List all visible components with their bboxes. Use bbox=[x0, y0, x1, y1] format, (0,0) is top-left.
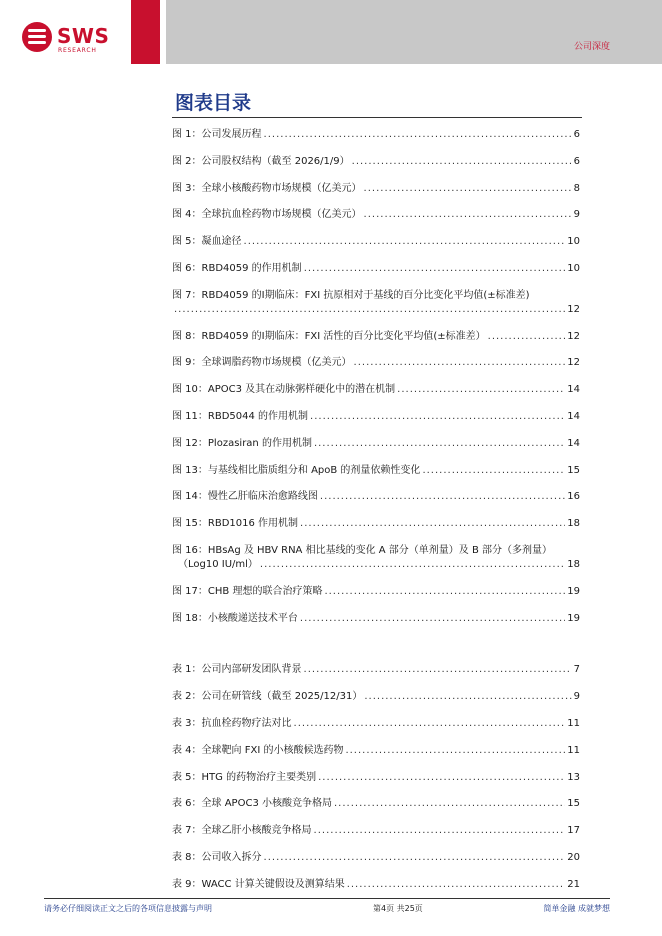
leader-dots bbox=[354, 356, 566, 370]
table-entry-page: 11 bbox=[567, 744, 580, 756]
figure-entry-page: 12 bbox=[567, 303, 580, 315]
footer-disclaimer[interactable]: 请务必仔细阅读正文之后的各项信息披露与声明 bbox=[44, 904, 212, 913]
figure-entry[interactable] bbox=[172, 262, 580, 276]
table-entry-label: 表 8：公司收入拆分 bbox=[172, 851, 262, 863]
figure-entry-label: 图 10：APOC3 及其在动脉粥样硬化中的潜在机制 bbox=[172, 384, 396, 396]
header-red-bar bbox=[131, 0, 160, 64]
table-list bbox=[172, 663, 580, 891]
table-entry[interactable] bbox=[172, 797, 580, 811]
table-entry-page: 13 bbox=[567, 771, 580, 783]
figure-entry-label: 图 11：RBD5044 的作用机制 bbox=[172, 410, 309, 422]
figure-entry-page: 14 bbox=[567, 437, 580, 449]
figure-entry[interactable] bbox=[172, 490, 580, 504]
figure-entry[interactable] bbox=[172, 289, 580, 303]
leader-dots bbox=[304, 262, 566, 276]
leader-dots bbox=[244, 235, 566, 249]
figure-entry-label: 图 12：Plozasiran 的作用机制 bbox=[172, 437, 312, 449]
table-entry-label: 表 2：公司在研管线（截至 2025/12/31） bbox=[172, 691, 363, 703]
figure-entry-page: 8 bbox=[573, 182, 580, 194]
table-entry-label: 表 5：HTG 的药物治疗主要类别 bbox=[172, 771, 317, 783]
figure-entry-page: 14 bbox=[567, 384, 580, 396]
figure-entry-label: 图 2：公司股权结构（截至 2026/1/9） bbox=[172, 155, 350, 167]
figure-entry-page: 9 bbox=[573, 209, 580, 221]
figure-entry-page: 14 bbox=[567, 410, 580, 422]
figure-entry-page: 15 bbox=[567, 464, 580, 476]
sws-logo-icon bbox=[22, 22, 52, 52]
figure-entry[interactable] bbox=[172, 437, 580, 451]
leader-dots bbox=[397, 383, 565, 397]
table-of-figures bbox=[172, 128, 580, 905]
leader-dots bbox=[320, 490, 565, 504]
figure-entry[interactable] bbox=[172, 464, 580, 478]
figure-entry-label: 图 8：RBD4059 的Ⅰ期临床：FXI 活性的百分比变化平均值(±标准差） bbox=[172, 330, 486, 342]
table-entry[interactable] bbox=[172, 878, 580, 892]
table-entry[interactable] bbox=[172, 717, 580, 731]
footer-divider bbox=[44, 898, 610, 899]
figure-entry[interactable] bbox=[172, 182, 580, 196]
figure-entry-label-continued: （Log10 IU/ml） bbox=[178, 558, 258, 570]
table-entry[interactable] bbox=[172, 824, 580, 838]
table-entry-page: 9 bbox=[573, 691, 580, 703]
logo-subtext: RESEARCH bbox=[58, 47, 97, 54]
leader-dots bbox=[304, 663, 572, 677]
figure-entry-page: 18 bbox=[567, 518, 580, 530]
figure-entry-page: 18 bbox=[567, 558, 580, 570]
table-entry-label: 表 9：WACC 计算关键假设及测算结果 bbox=[172, 878, 345, 890]
table-entry[interactable] bbox=[172, 744, 580, 758]
leader-dots bbox=[364, 182, 572, 196]
table-entry[interactable] bbox=[172, 663, 580, 677]
leader-dots bbox=[310, 410, 565, 424]
figure-entry[interactable] bbox=[172, 155, 580, 169]
figure-entry-label: 图 1：公司发展历程 bbox=[172, 129, 262, 140]
leader-dots bbox=[347, 878, 566, 892]
leader-dots bbox=[488, 330, 566, 344]
leader-dots bbox=[334, 797, 565, 811]
figure-entry-label: 图 13：与基线相比脂质组分和 ApoB 的剂量依赖性变化 bbox=[172, 464, 421, 476]
figure-entry-page: 12 bbox=[567, 330, 580, 342]
figure-entry-label: 图 7：RBD4059 的Ⅰ期临床：FXI 抗原相对于基线的百分比变化平均值(±标准差) bbox=[172, 289, 530, 301]
leader-dots bbox=[318, 771, 565, 785]
leader-dots bbox=[364, 208, 572, 222]
leader-dots bbox=[324, 585, 565, 599]
table-entry-page: 7 bbox=[573, 664, 580, 676]
figure-entry-label: 图 9：全球调脂药物市场规模（亿美元） bbox=[172, 357, 352, 369]
report-type: 公司深度 bbox=[573, 42, 610, 52]
figure-entry-label: 图 14：慢性乙肝临床治愈路线图 bbox=[172, 491, 318, 503]
page-title: 图表目录 bbox=[175, 92, 252, 114]
figure-entry-page: 19 bbox=[567, 612, 580, 624]
figure-entry[interactable] bbox=[172, 612, 580, 626]
figure-entry[interactable] bbox=[172, 383, 580, 397]
figure-entry-label: 图 15：RBD1016 作用机制 bbox=[172, 518, 299, 530]
figure-entry-page: 10 bbox=[567, 236, 580, 248]
header-logo-block bbox=[0, 0, 131, 64]
table-entry-page: 15 bbox=[567, 798, 580, 810]
figure-list bbox=[172, 128, 580, 626]
leader-dots bbox=[314, 824, 566, 838]
table-entry-page: 17 bbox=[567, 825, 580, 837]
table-entry-label: 表 1：公司内部研发团队背景 bbox=[172, 664, 302, 676]
figure-entry-label: 图 17：CHB 理想的联合治疗策略 bbox=[172, 585, 323, 597]
table-entry[interactable] bbox=[172, 690, 580, 704]
leader-dots bbox=[260, 558, 565, 572]
figure-entry-page: 6 bbox=[573, 155, 580, 167]
figure-entry-label: 图 4：全球抗血栓药物市场规模（亿美元） bbox=[172, 209, 362, 221]
figure-entry-label: 图 3：全球小核酸药物市场规模（亿美元） bbox=[172, 182, 362, 194]
figure-entry-label: 图 18：小核酸递送技术平台 bbox=[172, 612, 298, 624]
figure-entry-page: 6 bbox=[573, 129, 580, 140]
table-entry-label: 表 3：抗血栓药物疗法对比 bbox=[172, 717, 292, 729]
table-entry-page: 21 bbox=[567, 878, 580, 890]
figure-entry-continued[interactable] bbox=[172, 558, 580, 572]
table-entry[interactable] bbox=[172, 771, 580, 785]
header-gray-bar bbox=[166, 0, 662, 64]
figure-entry-continued[interactable] bbox=[172, 303, 580, 317]
leader-dots bbox=[294, 717, 566, 731]
page-number: 第4页 共25页 bbox=[373, 904, 423, 913]
figure-entry-page: 10 bbox=[567, 262, 580, 274]
leader-dots bbox=[422, 464, 565, 478]
figure-entry[interactable] bbox=[172, 128, 580, 142]
leader-dots bbox=[314, 437, 565, 451]
figure-entry-page: 16 bbox=[567, 491, 580, 503]
figure-entry-label: 图 5：凝血途径 bbox=[172, 236, 242, 248]
figure-entry[interactable] bbox=[172, 544, 580, 558]
figure-entry-label: 图 6：RBD4059 的作用机制 bbox=[172, 262, 302, 274]
footer-slogan: 简单金融 成就梦想 bbox=[543, 904, 610, 913]
figure-entry[interactable] bbox=[172, 330, 580, 344]
figure-entry[interactable] bbox=[172, 585, 580, 599]
logo-text: SWS bbox=[57, 24, 110, 48]
figure-entry-label: 图 16：HBsAg 及 HBV RNA 相比基线的变化 A 部分（单剂量）及 B 部分（多剂量） bbox=[172, 544, 552, 556]
table-entry-label: 表 7：全球乙肝小核酸竞争格局 bbox=[172, 825, 312, 837]
leader-dots bbox=[264, 851, 566, 865]
leader-dots bbox=[300, 612, 565, 626]
figure-entry[interactable] bbox=[172, 208, 580, 222]
leader-dots bbox=[345, 744, 565, 758]
leader-dots bbox=[264, 128, 572, 142]
figure-entry[interactable] bbox=[172, 517, 580, 531]
figure-entry[interactable] bbox=[172, 356, 580, 370]
table-entry[interactable] bbox=[172, 851, 580, 865]
leader-dots bbox=[300, 517, 565, 531]
title-divider bbox=[172, 117, 582, 118]
leader-dots bbox=[174, 303, 565, 317]
table-entry-label: 表 4：全球靶向 FXI 的小核酸候选药物 bbox=[172, 744, 344, 756]
table-entry-page: 11 bbox=[567, 717, 580, 729]
leader-dots bbox=[364, 690, 571, 704]
leader-dots bbox=[352, 155, 572, 169]
figure-entry[interactable] bbox=[172, 235, 580, 249]
figure-entry-page: 19 bbox=[567, 585, 580, 597]
table-entry-page: 20 bbox=[567, 851, 580, 863]
table-entry-label: 表 6：全球 APOC3 小核酸竞争格局 bbox=[172, 798, 332, 810]
figure-entry-page: 12 bbox=[567, 357, 580, 369]
figure-entry[interactable] bbox=[172, 410, 580, 424]
